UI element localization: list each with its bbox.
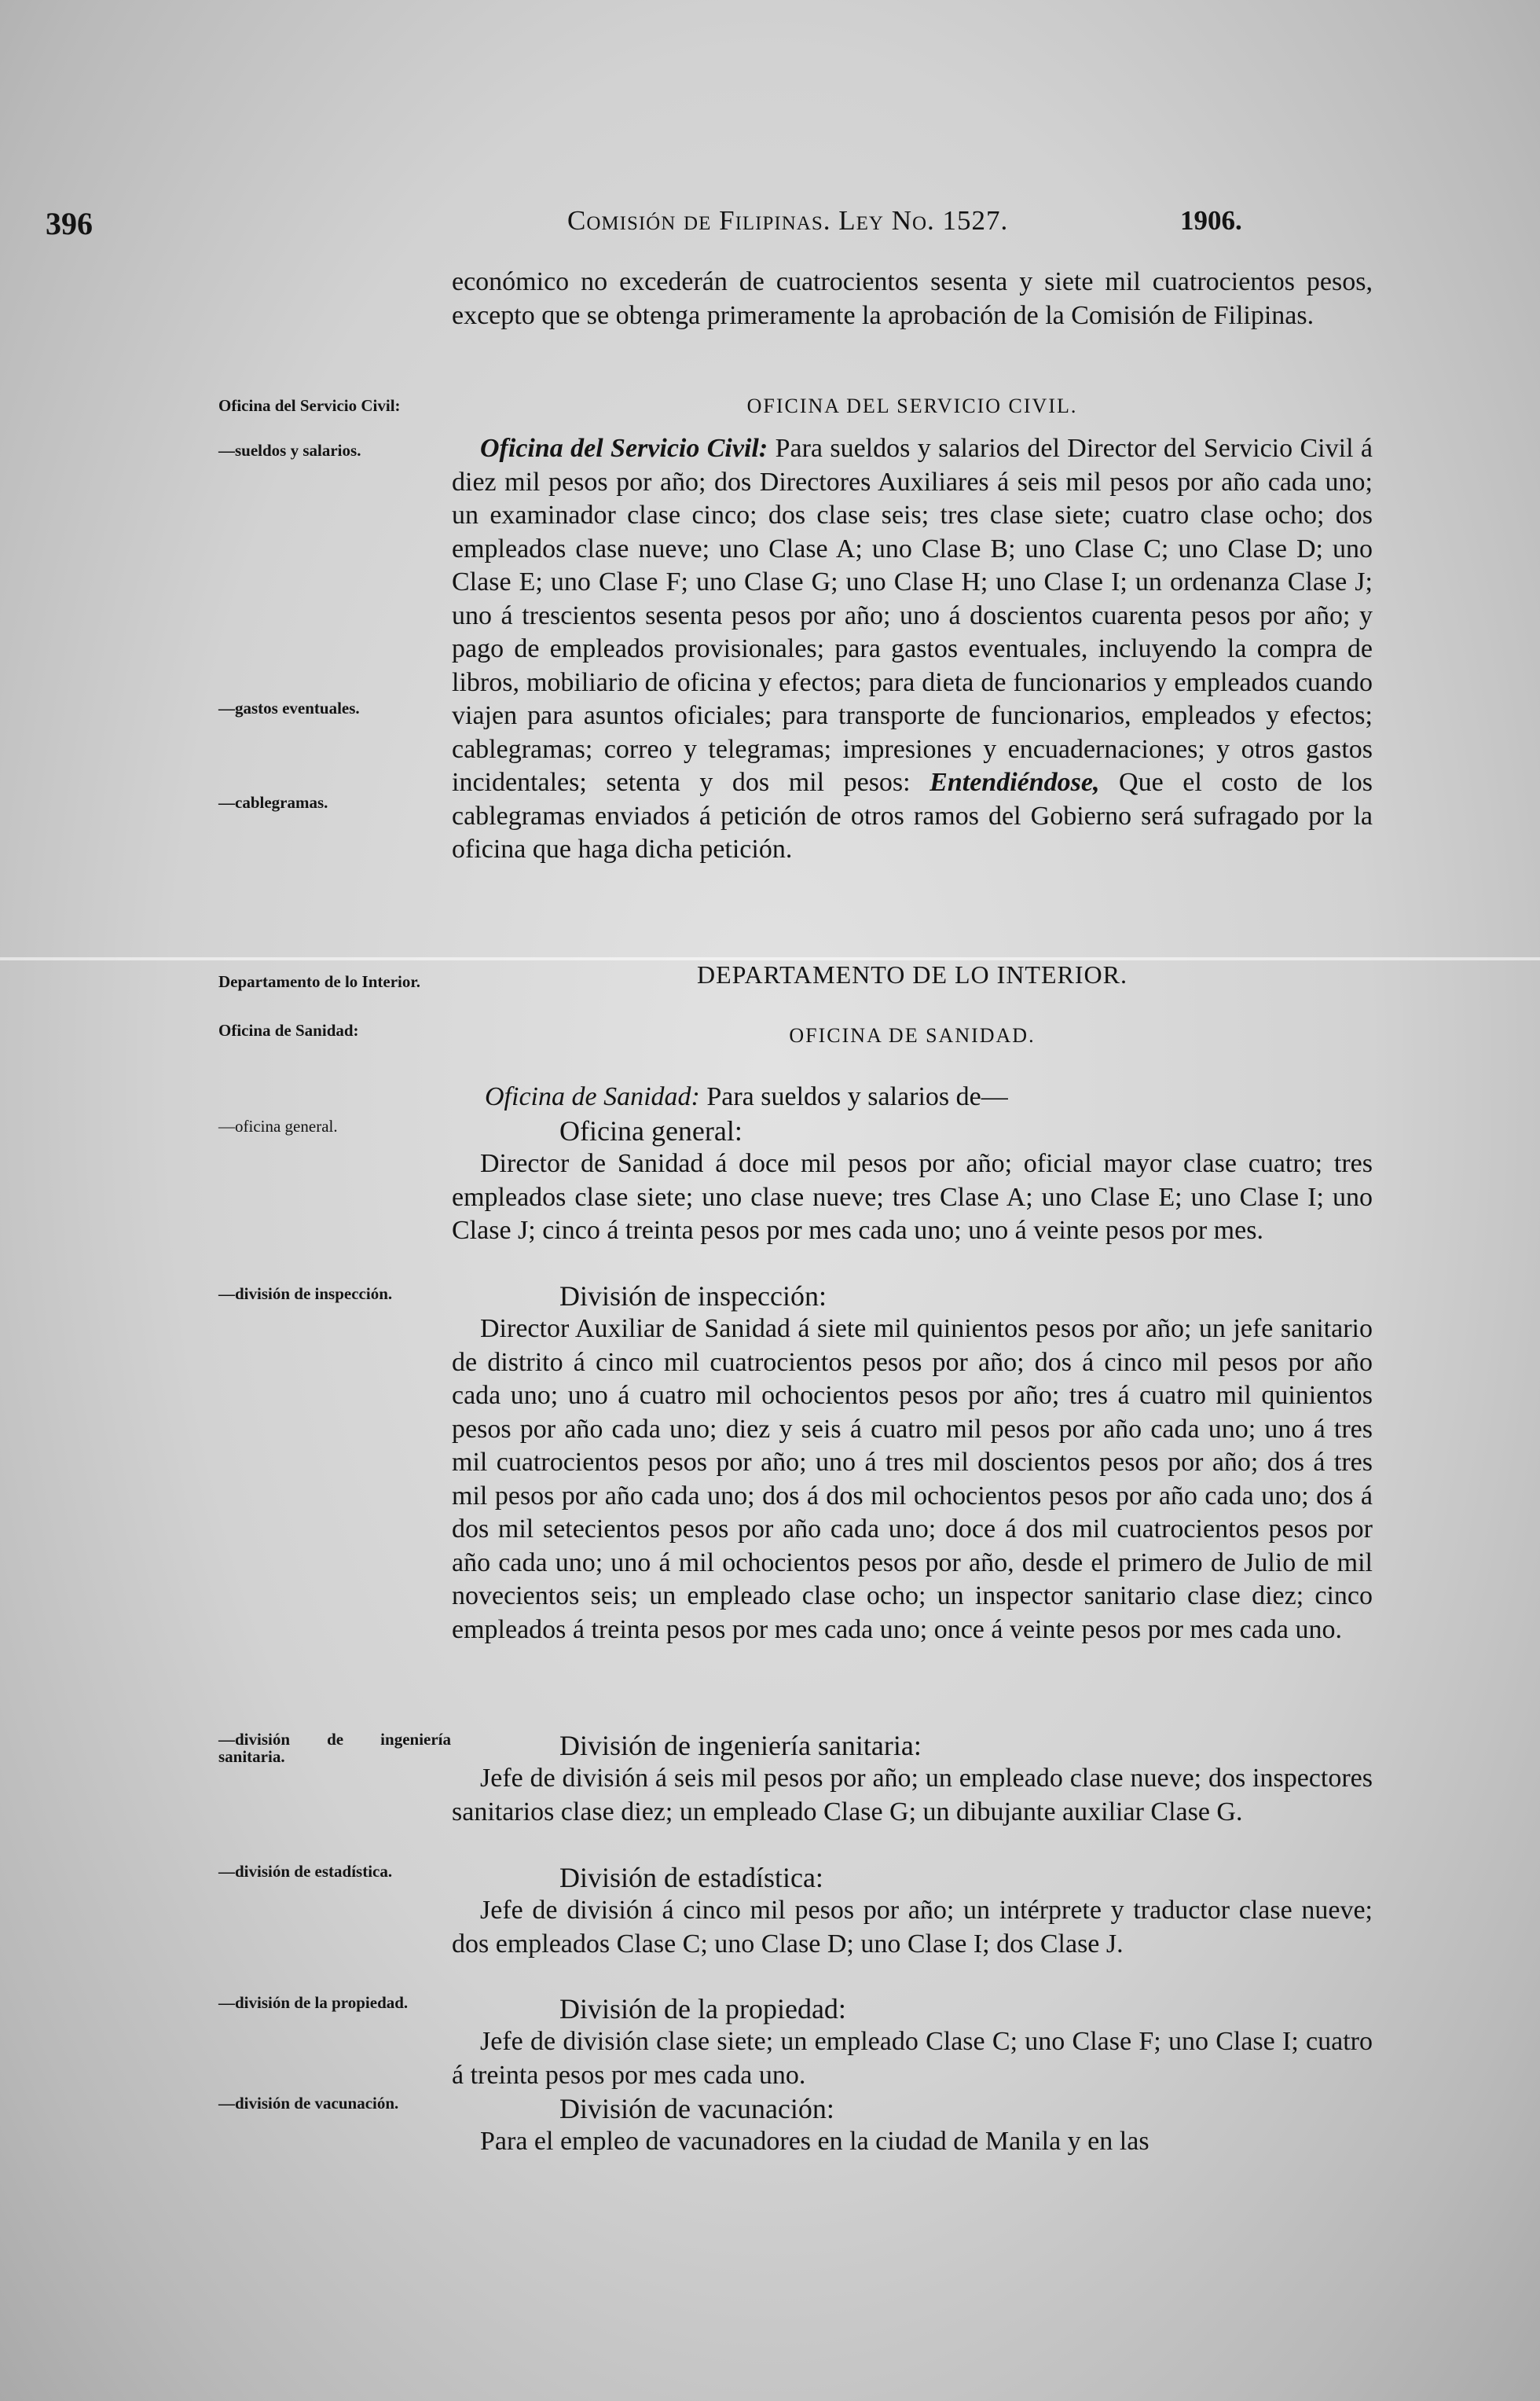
section-text-inspection: Director Auxiliar de Sanidad á siete mil quinientos pesos por año; un jefe sanitario de distrito á cinco mil cuatrocientos pesos por año; dos á cinco mil pesos por año cada uno; uno á cuatro mil ochocientos pesos por año; tres á cuatro mil quinientos pesos por año cada uno; diez y seis á cuatro mil pesos por año cada uno; uno á tres mil cuatrocientos pesos por año; uno á tres mil doscientos pesos por año; dos á tres mil pesos por año cada uno; dos á dos mil ochocientos pesos por año cada uno; dos á dos mil setecientos pesos por año cada uno; doce á dos mil cuatrocientos pesos por año cada uno; uno á mil ochocientos pesos por año, desde el primero de Julio de mil novecientos seis; un empleado clase ocho; un inspector sanitario clase diez; cinco empleados á treinta pesos por mes cada uno; once á veinte pesos por mes cada uno.	[452, 1314, 1373, 1644]
margin-note-inspection: —división de inspección.	[218, 1284, 393, 1303]
section-title-vaccination: División de vacunación:	[559, 2093, 834, 2124]
health-lead-line	[452, 1081, 1373, 1114]
margin-note-statistics: —división de estadística.	[218, 1862, 393, 1881]
health-office-lead	[452, 1081, 1373, 1114]
section-inspection	[452, 1312, 1373, 1647]
margin-note-salaries: —sueldos y salarios.	[218, 441, 361, 460]
section-statistics	[452, 1894, 1373, 1961]
running-head-year: 1906.	[1180, 205, 1242, 236]
margin-note-vaccination: —división de vacunación.	[218, 2094, 399, 2113]
civil-service-body-end: Que el costo de los cablegramas enviados á petición de otros ramos del Gobierno será sufragado por la oficina que haga dicha petición.	[452, 768, 1373, 864]
opening-paragraph	[452, 266, 1373, 332]
heading-interior-department: DEPARTAMENTO DE LO INTERIOR.	[697, 960, 1128, 989]
heading-civil-service: OFICINA DEL SERVICIO CIVIL.	[746, 395, 1078, 417]
civil-service-lead: Oficina del Servicio Civil:	[480, 434, 768, 463]
section-text-general-office: Director de Sanidad á doce mil pesos por año; oficial mayor clase cuatro; tres empleados clase siete; uno clase nueve; tres Clase A; uno Clase E; uno Clase I; uno Clase J; cinco á treinta pesos por mes cada uno; uno á veinte pesos por mes.	[452, 1149, 1373, 1245]
opening-paragraph-text: económico no excederán de cuatrocientos sesenta y siete mil cuatrocientos pesos, excepto que se obtenga primeramente la aprobación de la Comisión de Filipinas.	[452, 267, 1373, 330]
running-head: Comisión de Filipinas. Ley No. 1527.	[567, 205, 1009, 236]
section-title-inspection: División de inspección:	[559, 1280, 827, 1312]
section-property	[452, 2025, 1373, 2092]
margin-note-property: —división de la propiedad.	[218, 1993, 409, 2012]
margin-note-health-office: Oficina de Sanidad:	[218, 1021, 359, 1040]
page-header	[0, 200, 1540, 248]
civil-service-body: Para sueldos y salarios del Director del Servicio Civil á diez mil pesos por año; dos Directores Auxiliares á seis mil pesos por año cada uno; un examinador clase cinco; dos clase seis; tres clase siete; cuatro clase ocho; dos empleados clase nueve; uno Clase A; uno Clase B; uno Clase C; uno Clase D; uno Clase E; uno Clase F; uno Clase G; uno Clase H; uno Clase I; un ordenanza Clase J; uno á trescientos sesenta pesos por año; uno á doscientos cuarenta pesos por año; y pago de empleados provisionales; para gastos eventuales, incluyendo la compra de libros, mobiliario de oficina y efectos; para dieta de funcionarios y empleados cuando viajen para asuntos oficiales; para transporte de funcionarios, empleados y efectos; cablegramas; correo y telegramas; impresiones y encuadernaciones; y otros gastos incidentales; setenta y dos mil pesos:	[452, 434, 1373, 797]
section-title-property: División de la propiedad:	[559, 1993, 846, 2025]
section-text-vaccination: Para el empleo de vacunadores en la ciudad de Manila y en las	[480, 2127, 1150, 2156]
margin-note-interior: Departamento de lo Interior.	[218, 972, 421, 991]
civil-service-paragraph	[452, 432, 1373, 867]
section-text-property: Jefe de división clase siete; un empleado Clase C; uno Clase F; uno Clase I; cuatro á treinta pesos por mes cada uno.	[452, 2027, 1373, 2090]
civil-service-text	[452, 432, 1373, 867]
section-text-statistics: Jefe de división á cinco mil pesos por año; un intérprete y traductor clase nueve; dos empleados Clase C; uno Clase D; uno Clase I; dos Clase J.	[452, 1896, 1373, 1959]
section-engineering	[452, 1762, 1373, 1829]
section-vaccination	[452, 2125, 1373, 2159]
section-text-engineering: Jefe de división á seis mil pesos por año; un empleado clase nueve; dos inspectores sanitarios clase diez; un empleado Clase G; un dibujante auxiliar Clase G.	[452, 1764, 1373, 1826]
heading-health-office: OFICINA DE SANIDAD.	[789, 1024, 1036, 1047]
page-number: 396	[46, 206, 93, 241]
section-title-engineering: División de ingeniería sanitaria:	[559, 1730, 922, 1761]
section-title-general-office: Oficina general:	[559, 1115, 742, 1147]
margin-note-cables: —cablegramas.	[218, 793, 328, 812]
margin-note-general-office: —oficina general.	[218, 1117, 338, 1136]
section-title-statistics: División de estadística:	[559, 1862, 823, 1893]
civil-service-proviso: Entendiéndose,	[930, 768, 1100, 797]
margin-note-expenses: —gastos eventuales.	[218, 699, 360, 718]
health-lead-rest: Para sueldos y salarios de—	[699, 1082, 1008, 1111]
margin-note-civil-service: Oficina del Servicio Civil:	[218, 396, 401, 415]
health-lead-title: Oficina de Sanidad:	[485, 1082, 700, 1111]
section-general-office	[452, 1147, 1373, 1248]
margin-note-engineering: —división de ingeniería sanitaria.	[218, 1730, 451, 1767]
